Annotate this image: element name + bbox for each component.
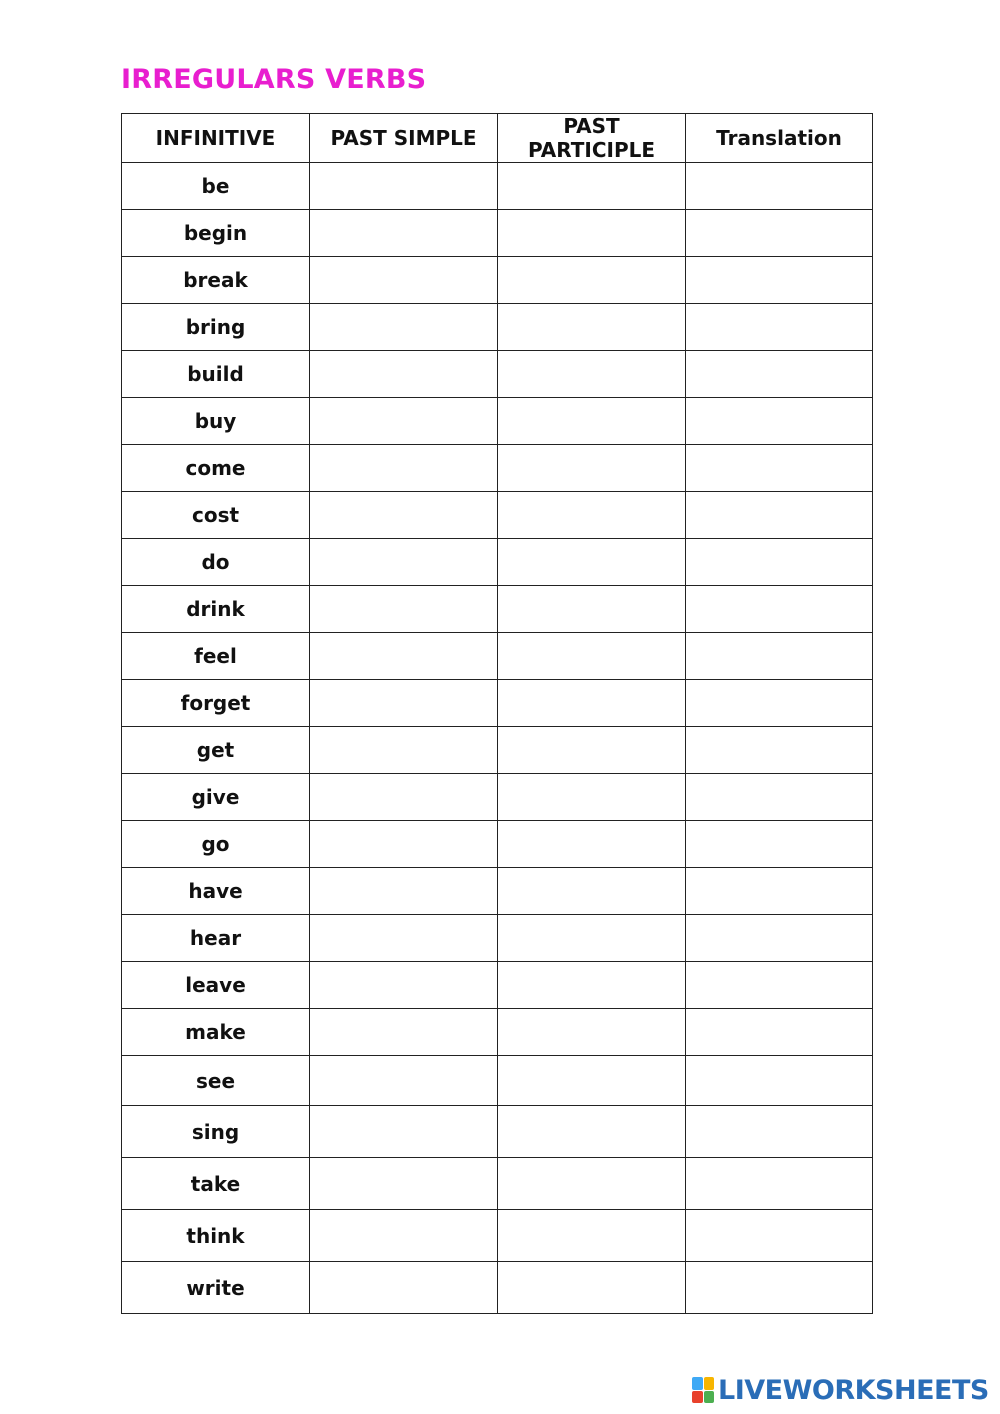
translation-answer-cell[interactable] [686,210,873,257]
table-row [122,304,873,351]
translation-answer-cell[interactable] [686,727,873,774]
infinitive-cell: forget [122,680,310,727]
logo-square-green [704,1391,715,1404]
header-translation: Translation [686,114,873,163]
irregular-verbs-table [121,113,873,1314]
past-simple-answer-cell[interactable] [310,1009,498,1056]
table-row [122,163,873,210]
past-simple-answer-cell[interactable] [310,539,498,586]
past-simple-answer-cell[interactable] [310,727,498,774]
translation-answer-cell[interactable] [686,1210,873,1262]
infinitive-cell: see [122,1056,310,1106]
past-participle-answer-cell[interactable] [498,351,686,398]
table-row [122,445,873,492]
infinitive-cell: do [122,539,310,586]
past-simple-answer-cell[interactable] [310,915,498,962]
liveworksheets-logo-icon [692,1377,714,1403]
infinitive-cell: bring [122,304,310,351]
logo-square-red [692,1391,703,1404]
table-row [122,915,873,962]
past-participle-answer-cell[interactable] [498,962,686,1009]
past-participle-answer-cell[interactable] [498,492,686,539]
table-row [122,680,873,727]
past-participle-answer-cell[interactable] [498,821,686,868]
table-row [122,633,873,680]
infinitive-cell: write [122,1262,310,1314]
past-simple-answer-cell[interactable] [310,774,498,821]
past-participle-answer-cell[interactable] [498,915,686,962]
past-participle-answer-cell[interactable] [498,163,686,210]
table-row [122,774,873,821]
translation-answer-cell[interactable] [686,633,873,680]
infinitive-cell: give [122,774,310,821]
past-simple-answer-cell[interactable] [310,1056,498,1106]
past-simple-answer-cell[interactable] [310,680,498,727]
past-participle-answer-cell[interactable] [498,586,686,633]
past-participle-answer-cell[interactable] [498,1210,686,1262]
past-simple-answer-cell[interactable] [310,398,498,445]
table-row [122,727,873,774]
past-simple-answer-cell[interactable] [310,1262,498,1314]
infinitive-cell: sing [122,1106,310,1158]
infinitive-cell: buy [122,398,310,445]
infinitive-cell: build [122,351,310,398]
past-simple-answer-cell[interactable] [310,351,498,398]
past-simple-answer-cell[interactable] [310,633,498,680]
past-participle-answer-cell[interactable] [498,868,686,915]
translation-answer-cell[interactable] [686,1158,873,1210]
past-participle-answer-cell[interactable] [498,398,686,445]
table-header-row [122,114,873,163]
past-simple-answer-cell[interactable] [310,868,498,915]
table-row [122,1106,873,1158]
infinitive-cell: come [122,445,310,492]
infinitive-cell: go [122,821,310,868]
table-row [122,210,873,257]
table-row [122,821,873,868]
table-row [122,539,873,586]
translation-answer-cell[interactable] [686,445,873,492]
past-participle-answer-cell[interactable] [498,445,686,492]
table-row [122,351,873,398]
infinitive-cell: make [122,1009,310,1056]
infinitive-cell: begin [122,210,310,257]
logo-square-blue [692,1377,703,1390]
translation-answer-cell[interactable] [686,163,873,210]
table-row [122,398,873,445]
past-participle-answer-cell[interactable] [498,539,686,586]
infinitive-cell: break [122,257,310,304]
infinitive-cell: take [122,1158,310,1210]
translation-answer-cell[interactable] [686,1262,873,1314]
infinitive-cell: cost [122,492,310,539]
past-participle-answer-cell[interactable] [498,727,686,774]
header-infinitive: INFINITIVE [122,114,310,163]
translation-answer-cell[interactable] [686,586,873,633]
infinitive-cell: think [122,1210,310,1262]
past-participle-answer-cell[interactable] [498,1158,686,1210]
past-participle-answer-cell[interactable] [498,257,686,304]
page-title: IRREGULARS VERBS [121,64,427,95]
table-row [122,257,873,304]
brand-name: LIVEWORKSHEETS [718,1374,989,1406]
past-participle-answer-cell[interactable] [498,1262,686,1314]
translation-answer-cell[interactable] [686,821,873,868]
infinitive-cell: drink [122,586,310,633]
past-simple-answer-cell[interactable] [310,821,498,868]
past-participle-answer-cell[interactable] [498,774,686,821]
past-simple-answer-cell[interactable] [310,1158,498,1210]
translation-answer-cell[interactable] [686,304,873,351]
translation-answer-cell[interactable] [686,539,873,586]
past-simple-answer-cell[interactable] [310,257,498,304]
translation-answer-cell[interactable] [686,1056,873,1106]
past-simple-answer-cell[interactable] [310,304,498,351]
past-simple-answer-cell[interactable] [310,1106,498,1158]
translation-answer-cell[interactable] [686,774,873,821]
past-simple-answer-cell[interactable] [310,492,498,539]
header-past-participle: PAST PARTICIPLE [498,114,686,163]
infinitive-cell: hear [122,915,310,962]
liveworksheets-logo [692,1372,989,1408]
translation-answer-cell[interactable] [686,398,873,445]
translation-answer-cell[interactable] [686,351,873,398]
table-row [122,1056,873,1106]
past-participle-answer-cell[interactable] [498,210,686,257]
past-simple-answer-cell[interactable] [310,1210,498,1262]
table-row [122,868,873,915]
translation-answer-cell[interactable] [686,492,873,539]
translation-answer-cell[interactable] [686,1106,873,1158]
table-row [122,1158,873,1210]
past-participle-answer-cell[interactable] [498,633,686,680]
translation-answer-cell[interactable] [686,680,873,727]
infinitive-cell: feel [122,633,310,680]
header-past-simple: PAST SIMPLE [310,114,498,163]
past-participle-answer-cell[interactable] [498,1056,686,1106]
infinitive-cell: be [122,163,310,210]
past-participle-answer-cell[interactable] [498,1106,686,1158]
infinitive-cell: have [122,868,310,915]
translation-answer-cell[interactable] [686,915,873,962]
past-simple-answer-cell[interactable] [310,163,498,210]
translation-answer-cell[interactable] [686,868,873,915]
past-participle-answer-cell[interactable] [498,304,686,351]
table-row [122,492,873,539]
past-participle-answer-cell[interactable] [498,680,686,727]
logo-square-yellow [704,1377,715,1390]
table-row [122,1210,873,1262]
translation-answer-cell[interactable] [686,257,873,304]
translation-answer-cell[interactable] [686,1009,873,1056]
translation-answer-cell[interactable] [686,962,873,1009]
past-simple-answer-cell[interactable] [310,445,498,492]
past-simple-answer-cell[interactable] [310,962,498,1009]
table-row [122,1262,873,1314]
table-row [122,586,873,633]
past-simple-answer-cell[interactable] [310,210,498,257]
infinitive-cell: leave [122,962,310,1009]
past-simple-answer-cell[interactable] [310,586,498,633]
infinitive-cell: get [122,727,310,774]
table-row [122,1009,873,1056]
table-row [122,962,873,1009]
past-participle-answer-cell[interactable] [498,1009,686,1056]
